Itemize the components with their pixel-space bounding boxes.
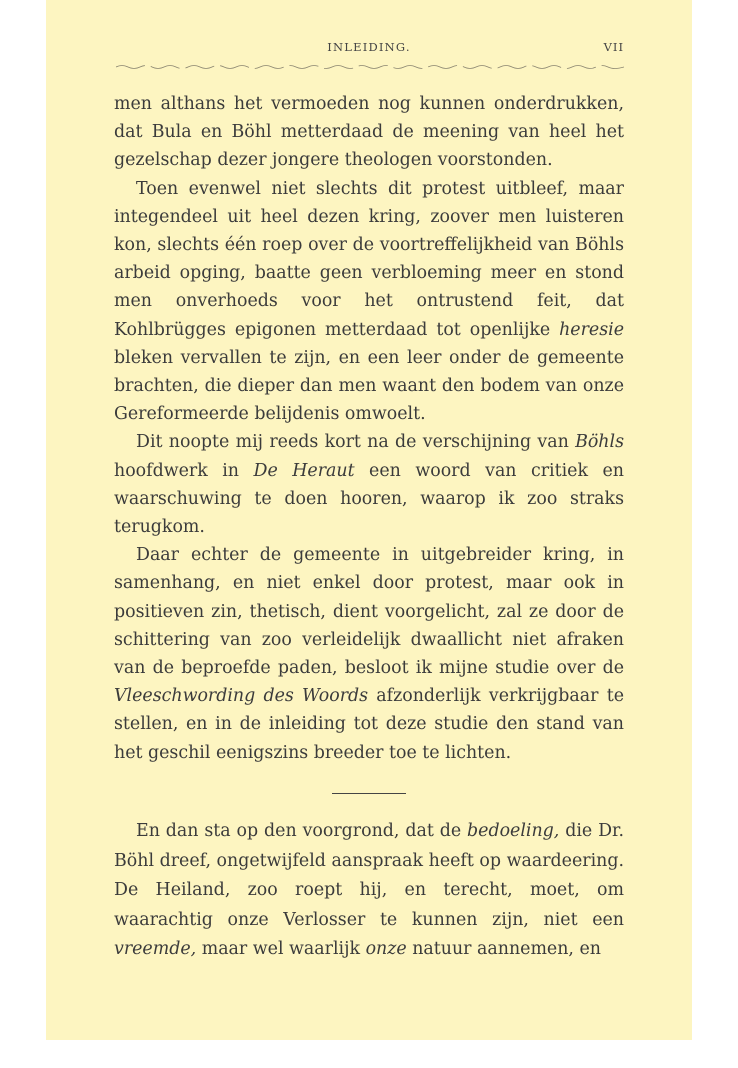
text-run: hoofdwerk in	[114, 460, 254, 481]
paragraph	[114, 428, 624, 541]
paragraph	[114, 817, 624, 965]
section-divider	[332, 793, 406, 794]
text-run: Dit noopte mij reeds kort na de verschijning van	[136, 432, 576, 453]
text-run: En dan sta op den voorgrond, dat de	[136, 821, 468, 841]
italic-text: De Heraut	[253, 460, 355, 481]
italic-text: onze	[365, 939, 407, 959]
text-run: men althans het vermoeden nog kunnen onderdrukken, dat Bula en Böhl metterdaad de meening van heel het gezelschap dezer jongere theologen voorstonden.	[114, 94, 624, 171]
text-run: een woord van critiek en waarschuwing te doen hooren, waarop ik zoo straks terugkom.	[114, 460, 624, 538]
italic-text: vreemde,	[114, 939, 197, 959]
text-run: Daar echter de gemeente in uitgebreider kring, in samenhang, en niet enkel door protest, maar ook in positieven zin, thetisch, dient voorgelicht, zal ze door de schittering van zoo verleidelijk dwaallicht niet afraken van de beproefde paden, besloot ik mijne studie over de	[114, 545, 624, 679]
paragraph	[114, 90, 624, 175]
page-header	[46, 38, 692, 58]
paragraph	[114, 175, 624, 429]
main-text	[114, 90, 624, 767]
paragraph	[114, 541, 624, 767]
book-page	[46, 0, 692, 1040]
running-title: INLEIDING.	[327, 40, 411, 54]
italic-text: bedoeling,	[467, 821, 560, 841]
text-run: bleken vervallen te zijn, en een leer onder de gemeente brachten, die dieper dan men waant den bodem van onze Gereformeerde belijdenis omwoelt.	[114, 347, 624, 425]
text-run: maar wel waarlijk	[196, 939, 366, 959]
italic-text: Vleeschwording des Woords	[114, 686, 369, 707]
italic-text: Böhls	[575, 432, 624, 453]
continuation-text	[114, 817, 624, 965]
italic-text: heresie	[559, 319, 624, 340]
page-number: VII	[603, 40, 624, 54]
text-run: die Dr. Böhl dreef, ongetwijfeld aanspraak heeft op waardeering. De Heiland, zoo roept hij, en terecht, moet, om waarachtig onze Verlosser te kunnen zijn, niet een	[114, 821, 624, 930]
text-run: Toen evenwel niet slechts dit protest uitbleef, maar integendeel uit heel dezen kring, zoover men luisteren kon, slechts één roep over de voortreffelijkheid van Böhls arbeid opging, baatte geen verbloeming meer en stond men onverhoeds voor het ontrustend feit, dat Kohlbrügges epigonen metterdaad tot openlijke	[114, 178, 624, 340]
header-ornament-rule	[116, 62, 624, 72]
text-run: natuur aannemen, en	[406, 939, 601, 959]
text-run: afzonderlijk verkrijgbaar te stellen, en in de inleiding tot deze studie den stand van het geschil eenigszins breeder toe te lichten.	[114, 686, 624, 763]
